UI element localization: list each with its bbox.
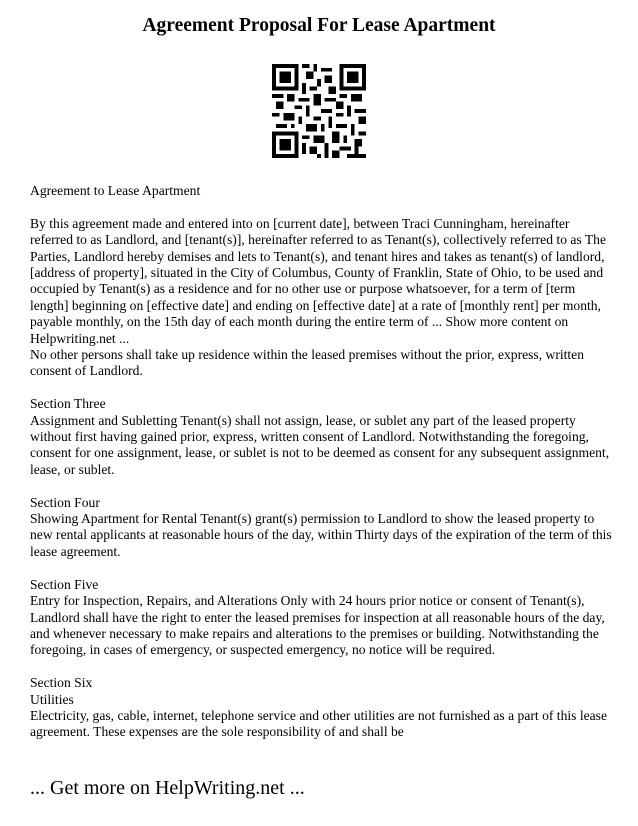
document-title: Agreement Proposal For Lease Apartment [142,15,496,36]
get-more-link[interactable]: ... Get more on HelpWriting.net ... [30,777,305,799]
section-three-text: Assignment and Subletting Tenant(s) shall not assign, lease, or sublet any part of the leased property without first having gained prior, express, written consent of Landlord. Notwithstanding the foregoing, consent for one assignment, lease, or sublet is not to be deemed as consent for any subsequent assignment, lease, or sublet. [30,412,610,477]
intro-followup-paragraph: No other persons shall take up residence within the leased premises without the prior, express, written consent of Landlord. [30,347,585,379]
section-five-text: Entry for Inspection, Repairs, and Alterations Only with 24 hours prior notice or consent of Tenant(s), Landlord shall have the right to enter the leased premises for inspection at all reasonable hours of the day, and whenever necessary to make repairs and alterations to the premises or building. Notwithstanding the foregoing, in cases of emergency, or suspected emergency, no notice will be required. [30,593,605,658]
agreement-heading: Agreement to Lease Apartment [30,183,201,198]
qr-code-icon[interactable] [272,64,366,158]
document-body [30,183,615,741]
section-six-heading: Section Six [30,675,93,691]
intro-paragraph: By this agreement made and entered into on [current date], between Traci Cunningham, hereinafter referred to as Landlord, and [tenant(s)], hereinafter referred to as Tenant(s), collectively referred to as The Parties, Landlord hereby demises and lets to Tenant(s), and tenant hires and takes as tenant(s) of landlord, [address of property], situated in the City of Columbus, County of Franklin, State of Ohio, to be used and occupied by Tenant(s) as a residence and for no other use or purpose whatsoever, for a term of [term length] beginning on [effective date] and ending on [effective date] at a rate of [monthly rent] per month, payable monthly, on the 15th day of each month during the entire term of ... Show more content on Helpwriting.net ... [30,215,606,346]
section-six-subheading: Utilities [30,691,74,707]
section-four-heading: Section Four [30,494,100,510]
section-three-heading: Section Three [30,396,106,412]
section-six-text: Electricity, gas, cable, internet, telephone service and other utilities are not furnished as a part of this lease agreement. These expenses are the sole responsibility of and shall be [30,707,608,740]
section-four-text: Showing Apartment for Rental Tenant(s) grant(s) permission to Landlord to show the leased property to new rental applicants at reasonable hours of the day, within Thirty days of the expiration of the term of this lease agreement. [30,511,612,559]
section-five-heading: Section Five [30,576,99,592]
